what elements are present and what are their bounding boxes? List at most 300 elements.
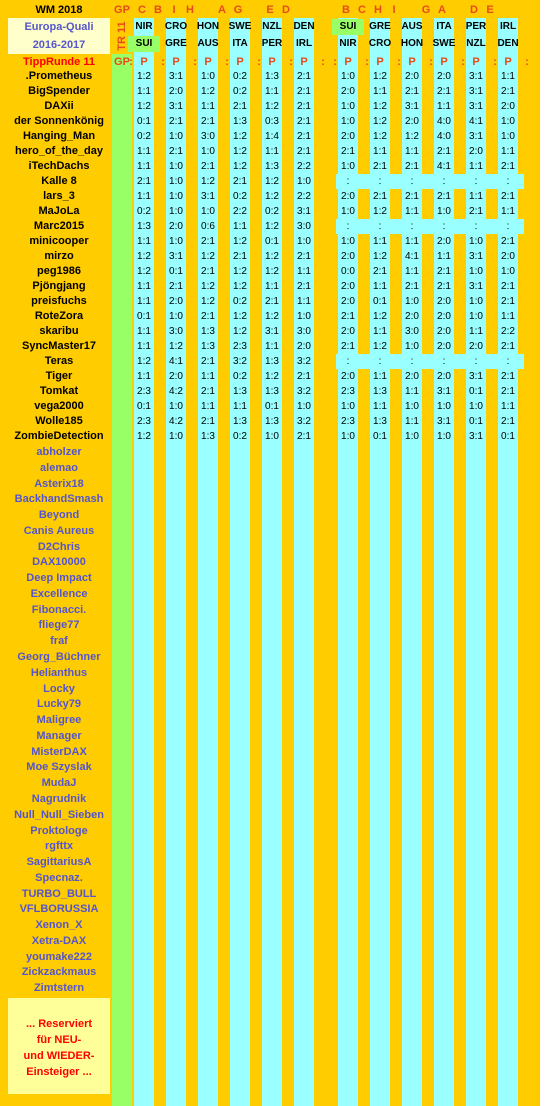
player-name: RoteZora xyxy=(34,310,84,322)
tip-score: 0:1 xyxy=(501,431,515,442)
group-letter: H xyxy=(186,4,194,16)
tip-score: 1:3 xyxy=(137,221,151,232)
tip-score: 1:0 xyxy=(169,431,183,442)
reserved-box xyxy=(8,998,110,1094)
tip-score: 0:3 xyxy=(265,116,279,127)
tip-score: 1:1 xyxy=(501,146,515,157)
away-team-code: ITA xyxy=(232,38,248,49)
tip-score: : xyxy=(410,356,414,367)
player-name: iTechDachs xyxy=(28,160,90,172)
player-name: youmake222 xyxy=(25,950,93,963)
tip-score: 1:2 xyxy=(373,251,387,262)
tip-score: 2:3 xyxy=(137,416,151,427)
home-team-code: NIR xyxy=(135,21,153,32)
tip-score: 2:0 xyxy=(469,146,483,157)
tip-score: 1:1 xyxy=(137,281,151,292)
tip-score: : xyxy=(474,356,478,367)
player-name: Asterix18 xyxy=(34,477,84,490)
tip-score: 1:0 xyxy=(341,431,355,442)
away-team-code: PER xyxy=(261,38,283,49)
player-name: MaJoLa xyxy=(38,205,80,217)
points-label: P xyxy=(440,56,448,68)
home-team-code: IRL xyxy=(499,21,517,32)
tip-score: 1:1 xyxy=(469,326,483,337)
player-name: Teras xyxy=(44,355,74,367)
tip-score: 1:0 xyxy=(501,266,515,277)
tip-score: 2:0 xyxy=(501,251,515,262)
tip-score: 1:0 xyxy=(297,236,311,247)
tip-score: 1:2 xyxy=(373,311,387,322)
tip-score: 2:1 xyxy=(341,311,355,322)
reserved-line4: Einsteiger ... xyxy=(26,1066,92,1078)
tip-score: 1:0 xyxy=(341,116,355,127)
tip-score: 1:2 xyxy=(233,161,247,172)
points-label: P xyxy=(300,56,308,68)
tip-score: 1:0 xyxy=(405,431,419,442)
tip-score: 1:0 xyxy=(405,341,419,352)
player-name: abholzer xyxy=(36,446,82,458)
tip-score: 2:1 xyxy=(405,191,419,202)
player-name: mirzo xyxy=(44,250,74,262)
tip-score: 2:1 xyxy=(341,341,355,352)
tip-score: 2:1 xyxy=(201,236,215,247)
tip-score: : xyxy=(346,176,350,187)
player-name: Lucky79 xyxy=(36,698,82,711)
tip-score: 1:3 xyxy=(265,386,279,397)
tip-score: 1:0 xyxy=(169,236,183,247)
player-name: SagittariusA xyxy=(26,856,92,869)
home-team-code: AUS xyxy=(401,21,423,32)
tip-score: 3:1 xyxy=(437,386,451,397)
tip-score: 2:0 xyxy=(437,371,451,382)
tip-score: 1:0 xyxy=(469,266,483,277)
tip-score: 1:2 xyxy=(265,221,279,232)
tip-score: 2:1 xyxy=(405,281,419,292)
tip-score: 1:0 xyxy=(341,236,355,247)
tip-score: 3:1 xyxy=(469,86,483,97)
tip-score: 2:3 xyxy=(233,341,247,352)
table-title: WM 2018 xyxy=(35,4,83,16)
tip-score: : xyxy=(442,221,446,232)
points-label: P xyxy=(236,56,244,68)
tip-score: 2:3 xyxy=(341,386,355,397)
points-label: P xyxy=(472,56,480,68)
tip-score: 3:1 xyxy=(469,131,483,142)
player-name: DAX10000 xyxy=(32,556,86,569)
tip-score: 1:0 xyxy=(469,296,483,307)
player-name: MisterDAX xyxy=(31,745,87,758)
player-name: Deep Impact xyxy=(26,572,92,585)
tip-score: 1:2 xyxy=(137,251,151,262)
tip-score: 0:0 xyxy=(341,266,355,277)
away-team-code: NIR xyxy=(339,38,357,49)
tip-score: 3:1 xyxy=(469,431,483,442)
tip-score: 1:0 xyxy=(341,401,355,412)
subtitle-cell xyxy=(8,18,110,54)
tip-score: 0:1 xyxy=(137,116,151,127)
tip-score: 1:0 xyxy=(341,161,355,172)
player-name: Wolle185 xyxy=(35,415,83,427)
group-letter: D xyxy=(282,4,290,16)
tip-score: 1:2 xyxy=(373,71,387,82)
tip-score: 1:4 xyxy=(265,131,279,142)
tip-score: 1:0 xyxy=(169,401,183,412)
player-name: BigSpender xyxy=(28,85,90,97)
player-name: MudaJ xyxy=(41,777,77,790)
tip-score: 0:1 xyxy=(265,236,279,247)
player-name: Hanging_Man xyxy=(22,130,96,142)
tip-score: 2:3 xyxy=(341,416,355,427)
home-team-code: SUI xyxy=(332,19,364,35)
tip-score: 1:0 xyxy=(437,431,451,442)
tip-score: 1:0 xyxy=(297,311,311,322)
tip-score: 3:2 xyxy=(297,416,311,427)
tip-score: 1:3 xyxy=(265,356,279,367)
tip-score: 1:2 xyxy=(233,131,247,142)
player-name: der Sonnenkönig xyxy=(14,115,104,127)
tip-score: 1:0 xyxy=(169,191,183,202)
tip-score: 0:1 xyxy=(265,401,279,412)
tip-score: 1:1 xyxy=(265,281,279,292)
sep-colon: : xyxy=(525,56,529,68)
home-team-code: ITA xyxy=(436,21,452,32)
tip-score: : xyxy=(410,221,414,232)
tip-score: 2:1 xyxy=(201,311,215,322)
tip-score: 3:1 xyxy=(169,101,183,112)
tip-score: 2:0 xyxy=(437,236,451,247)
tip-score: 1:2 xyxy=(373,206,387,217)
tip-score: 1:1 xyxy=(437,101,451,112)
tip-score: 2:1 xyxy=(201,356,215,367)
tip-score: 1:1 xyxy=(405,386,419,397)
player-name: Excellence xyxy=(30,587,88,600)
tip-score: 2:1 xyxy=(297,431,311,442)
tip-score: 1:2 xyxy=(201,86,215,97)
tip-score: 0:6 xyxy=(201,221,215,232)
tip-score: 2:0 xyxy=(341,86,355,97)
tip-score: 3:2 xyxy=(297,386,311,397)
points-label: P xyxy=(140,56,148,68)
tip-score: 4:1 xyxy=(169,356,183,367)
tip-score: 3:1 xyxy=(297,206,311,217)
sep-colon: : xyxy=(493,56,497,68)
tip-score: 1:3 xyxy=(201,326,215,337)
tip-score: 2:1 xyxy=(469,206,483,217)
player-name: Specnaz. xyxy=(35,871,83,884)
tip-score: 1:3 xyxy=(233,116,247,127)
tip-score: 3:2 xyxy=(233,356,247,367)
tip-score: 1:3 xyxy=(233,386,247,397)
home-team-code: SWE xyxy=(228,21,252,32)
tip-score: 1:1 xyxy=(437,251,451,262)
away-team-code: GRE xyxy=(165,38,187,49)
tip-score: : xyxy=(474,221,478,232)
tip-score: 1:2 xyxy=(373,131,387,142)
player-name: lars_3 xyxy=(43,190,75,202)
tip-score: 1:0 xyxy=(469,401,483,412)
player-name: peg1986 xyxy=(36,265,82,277)
group-letter: A xyxy=(438,4,446,16)
group-letter: E xyxy=(486,4,494,16)
tip-score: 4:2 xyxy=(169,416,183,427)
away-team-code: AUS xyxy=(197,38,219,49)
tip-score: 2:1 xyxy=(201,386,215,397)
tip-score: : xyxy=(442,176,446,187)
group-letter: B xyxy=(342,4,350,16)
tip-score: 2:2 xyxy=(501,326,515,337)
tip-score: 3:1 xyxy=(265,326,279,337)
tip-score: 1:2 xyxy=(137,431,151,442)
tip-score: 1:2 xyxy=(137,71,151,82)
away-team-code: HON xyxy=(400,38,424,49)
tip-score: 1:0 xyxy=(469,236,483,247)
player-name: SyncMaster17 xyxy=(22,340,96,352)
tip-score: 2:1 xyxy=(201,416,215,427)
tip-score: 1:2 xyxy=(265,311,279,322)
group-letter: H xyxy=(374,4,382,16)
points-label: P xyxy=(268,56,276,68)
tip-score: 1:2 xyxy=(233,146,247,157)
tip-score: 1:2 xyxy=(373,101,387,112)
gp-header-2: GP xyxy=(114,56,130,68)
tip-score: 1:1 xyxy=(405,206,419,217)
tip-score: 2:0 xyxy=(437,296,451,307)
tip-score: 2:1 xyxy=(233,176,247,187)
player-name: Canis Aureus xyxy=(23,524,95,537)
tip-score: 1:2 xyxy=(233,266,247,277)
gp-header: GP xyxy=(114,4,130,16)
tip-score: 1:0 xyxy=(169,161,183,172)
tip-score: 2:0 xyxy=(341,371,355,382)
tip-score: 1:0 xyxy=(341,71,355,82)
tip-score: 2:1 xyxy=(341,146,355,157)
points-label: P xyxy=(376,56,384,68)
tip-score: : xyxy=(506,176,510,187)
points-label: P xyxy=(408,56,416,68)
player-name: BackhandSmash xyxy=(14,493,104,506)
tip-score: 1:1 xyxy=(137,86,151,97)
tip-score: 3:0 xyxy=(169,326,183,337)
tip-score: 2:1 xyxy=(501,281,515,292)
sep-colon: : xyxy=(321,56,325,68)
tip-score: 1:2 xyxy=(201,296,215,307)
tip-score: 1:1 xyxy=(405,266,419,277)
tip-score: 2:2 xyxy=(297,191,311,202)
tip-score: 1:1 xyxy=(373,326,387,337)
tip-score: 1:0 xyxy=(341,101,355,112)
player-name: skaribu xyxy=(39,325,79,337)
tip-score: 1:0 xyxy=(501,116,515,127)
tip-score: 1:0 xyxy=(437,206,451,217)
tip-score: 2:0 xyxy=(501,101,515,112)
tip-score: 1:0 xyxy=(405,401,419,412)
tip-score: 2:1 xyxy=(501,416,515,427)
tip-score: 4:1 xyxy=(405,251,419,262)
tip-score: 1:2 xyxy=(233,281,247,292)
home-team-code: NZL xyxy=(262,21,282,32)
tip-score: 3:1 xyxy=(469,101,483,112)
player-name: fliege77 xyxy=(38,619,80,632)
tip-score: 2:1 xyxy=(169,281,183,292)
away-team-code: SUI xyxy=(128,36,160,52)
sep-colon: : xyxy=(429,56,433,68)
home-team-code: CRO xyxy=(164,21,188,32)
home-team-code: PER xyxy=(465,21,487,32)
tip-score: 2:0 xyxy=(341,251,355,262)
player-name: ZombieDetection xyxy=(14,430,104,442)
tip-score: 0:2 xyxy=(233,296,247,307)
tip-score: 1:1 xyxy=(137,341,151,352)
tip-score: 1:1 xyxy=(501,71,515,82)
tip-score: 2:1 xyxy=(297,101,311,112)
tip-score: 4:0 xyxy=(437,131,451,142)
tip-score: : xyxy=(474,176,478,187)
tip-score: 1:3 xyxy=(201,431,215,442)
tip-score: 0:1 xyxy=(373,431,387,442)
tip-score: 4:2 xyxy=(169,386,183,397)
tip-score: 1:1 xyxy=(233,401,247,412)
player-name: Beyond xyxy=(38,509,80,522)
tip-score: 2:1 xyxy=(437,146,451,157)
tip-score: 2:1 xyxy=(405,86,419,97)
tip-score: 1:0 xyxy=(169,311,183,322)
tip-score: 2:0 xyxy=(437,311,451,322)
tip-score: 3:1 xyxy=(469,71,483,82)
group-letter: A xyxy=(218,4,226,16)
player-name: D2Chris xyxy=(37,540,81,553)
tip-score: 2:1 xyxy=(501,236,515,247)
tip-score: 1:2 xyxy=(265,251,279,262)
tip-score: 0:2 xyxy=(233,431,247,442)
tip-score: 2:1 xyxy=(297,371,311,382)
tip-score: 1:1 xyxy=(373,86,387,97)
tip-score: : xyxy=(378,176,382,187)
tip-score: 2:0 xyxy=(341,191,355,202)
tip-score: 1:2 xyxy=(169,341,183,352)
tip-score: 1:3 xyxy=(373,386,387,397)
tip-score: 3:1 xyxy=(169,251,183,262)
player-name: Moe Szyslak xyxy=(26,761,92,774)
tip-score: 2:1 xyxy=(169,146,183,157)
tip-score: 1:0 xyxy=(341,206,355,217)
player-name: VFLBORUSSIA xyxy=(19,903,99,916)
tip-score: 1:1 xyxy=(201,401,215,412)
tip-score: 1:0 xyxy=(501,131,515,142)
group-letter: I xyxy=(392,4,396,16)
tip-score: 1:1 xyxy=(265,146,279,157)
group-letter: D xyxy=(470,4,478,16)
tip-score: 1:1 xyxy=(373,371,387,382)
player-name: minicooper xyxy=(29,235,89,247)
tip-score: 1:3 xyxy=(265,161,279,172)
player-name: Manager xyxy=(36,729,82,742)
reserved-line2: für NEU- xyxy=(36,1034,82,1046)
tip-score: 1:1 xyxy=(469,191,483,202)
reserved-line1: ... Reserviert xyxy=(25,1018,93,1030)
tip-score: 0:1 xyxy=(137,311,151,322)
tip-score: 1:1 xyxy=(137,236,151,247)
tip-score: 2:1 xyxy=(297,251,311,262)
tip-score: 1:0 xyxy=(297,401,311,412)
tip-score: 1:1 xyxy=(137,326,151,337)
sep-colon: : xyxy=(333,56,337,68)
tip-score: 2:1 xyxy=(201,116,215,127)
tip-score: 1:0 xyxy=(201,71,215,82)
tip-score: 1:0 xyxy=(169,206,183,217)
sep-colon: : xyxy=(461,56,465,68)
tip-score: 1:0 xyxy=(201,146,215,157)
tip-score: 3:1 xyxy=(201,191,215,202)
player-name: Xetra-DAX xyxy=(31,934,87,947)
tip-score: 0:2 xyxy=(233,71,247,82)
player-name: DAXii xyxy=(44,100,74,112)
tip-score: 1:1 xyxy=(137,191,151,202)
tip-score: 3:1 xyxy=(469,251,483,262)
player-name: Null_Null_Sieben xyxy=(14,808,104,821)
tip-score: 1:2 xyxy=(373,341,387,352)
tip-score: 1:0 xyxy=(169,131,183,142)
tip-score: 1:1 xyxy=(297,296,311,307)
tip-score: 1:1 xyxy=(501,311,515,322)
away-team-code: DEN xyxy=(497,38,519,49)
tip-score: 1:1 xyxy=(137,296,151,307)
tip-score: 2:1 xyxy=(373,266,387,277)
tip-score: 2:0 xyxy=(169,86,183,97)
tip-score: 0:1 xyxy=(169,266,183,277)
tip-score: 1:2 xyxy=(137,266,151,277)
tip-score: 1:2 xyxy=(233,326,247,337)
tip-score: 1:3 xyxy=(265,71,279,82)
tip-score: 1:2 xyxy=(265,176,279,187)
sep-colon: : xyxy=(257,56,261,68)
tip-score: 1:0 xyxy=(297,176,311,187)
round-vertical-label: TR 11 xyxy=(116,21,128,51)
group-letter: C xyxy=(358,4,366,16)
player-name: fraf xyxy=(50,635,68,648)
tip-score: 2:0 xyxy=(405,116,419,127)
tip-score: 3:0 xyxy=(297,326,311,337)
tip-score: 1:2 xyxy=(201,251,215,262)
tip-score: : xyxy=(346,356,350,367)
tip-score: 0:2 xyxy=(265,206,279,217)
tip-score: 2:1 xyxy=(137,176,151,187)
tip-score: 2:1 xyxy=(501,341,515,352)
tip-score: : xyxy=(506,221,510,232)
tip-score: : xyxy=(378,356,382,367)
tip-score: 1:2 xyxy=(265,266,279,277)
tip-score: 1:2 xyxy=(405,131,419,142)
tip-score: 0:2 xyxy=(233,191,247,202)
tip-score: 1:1 xyxy=(501,206,515,217)
player-name: vega2000 xyxy=(34,400,84,412)
tip-score: 1:1 xyxy=(137,161,151,172)
tip-score: 2:0 xyxy=(405,371,419,382)
round-label-cell xyxy=(8,55,110,69)
tip-score: 1:1 xyxy=(373,236,387,247)
tip-score: 1:1 xyxy=(469,161,483,172)
tip-score: 1:0 xyxy=(265,431,279,442)
player-name: Pjöngjang xyxy=(32,280,86,292)
tip-score: 1:1 xyxy=(201,101,215,112)
tip-score: 2:0 xyxy=(297,341,311,352)
tip-score: 2:1 xyxy=(437,266,451,277)
sep-colon: : xyxy=(397,56,401,68)
tip-score: 1:1 xyxy=(137,371,151,382)
tip-score: 2:0 xyxy=(437,326,451,337)
tip-score: 2:2 xyxy=(297,161,311,172)
group-letter: G xyxy=(233,4,243,16)
tip-score: 1:2 xyxy=(265,191,279,202)
